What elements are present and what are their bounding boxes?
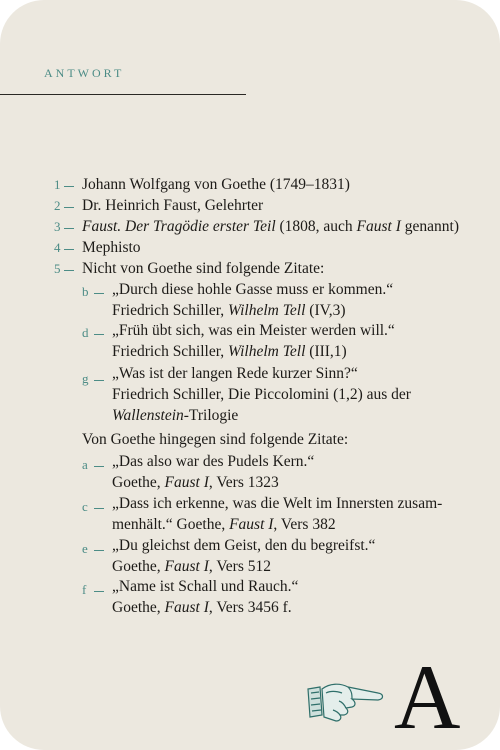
quote-source: Goethe, Faust I, Vers 1323 xyxy=(112,474,279,491)
quote-source: Friedrich Schiller, Wilhelm Tell (III,1) xyxy=(112,343,347,360)
quote-dash xyxy=(94,293,104,294)
quote-letter: g xyxy=(82,371,89,386)
answer-number: 4 xyxy=(54,240,61,255)
answer-number: 1 xyxy=(54,177,61,192)
answer-dash xyxy=(64,270,74,271)
quote-letter: a xyxy=(82,457,88,472)
quote-text: „Name ist Schall und Rauch.“ xyxy=(112,578,299,595)
quote-letter: f xyxy=(82,582,87,597)
answer-2-text: Dr. Heinrich Faust, Gelehrter xyxy=(82,197,264,214)
quote-dash xyxy=(94,550,104,551)
answer-dash xyxy=(64,186,74,187)
quote-dash xyxy=(94,466,104,467)
card-heading: ANTWORT xyxy=(44,66,125,80)
quote-source: menhält.“ Goethe, Faust I, Vers 382 xyxy=(112,516,336,533)
answer-dash xyxy=(64,228,74,229)
corner-letter: A xyxy=(394,646,461,748)
quote-text: „Das also war des Pudels Kern.“ xyxy=(112,453,315,470)
quote-source: Goethe, Faust I, Vers 512 xyxy=(112,558,272,575)
quote-letter: c xyxy=(82,499,88,514)
work-title: Faust I xyxy=(356,218,401,235)
quote-letter: d xyxy=(82,325,89,340)
quote-text: „Früh übt sich, was ein Meister werden will.“ xyxy=(112,322,395,339)
quote-text: „Du gleichst dem Geist, den du begreifst.“ xyxy=(112,537,376,554)
answer-number: 5 xyxy=(54,261,61,276)
heading-rule xyxy=(0,94,246,95)
answer-dash xyxy=(64,249,74,250)
quote-source: Goethe, Faust I, Vers 3456 f. xyxy=(112,599,292,616)
answer-number: 3 xyxy=(54,219,61,234)
quote-text: „Dass ich erkenne, was die Welt im Innersten zusam- xyxy=(112,495,443,512)
quote-dash xyxy=(94,334,104,335)
quote-letter: e xyxy=(82,541,88,556)
answer-number: 2 xyxy=(54,198,61,213)
quote-dash xyxy=(94,591,104,592)
quote-dash xyxy=(94,508,104,509)
quote-letter: b xyxy=(82,284,89,299)
quote-text: „Durch diese hohle Gasse muss er kommen.“ xyxy=(112,281,394,298)
quote-dash xyxy=(94,380,104,381)
work-title: Faust. Der Tragödie erster Teil xyxy=(82,218,276,235)
answer-4-text: Mephisto xyxy=(82,239,141,256)
goethe-intro: Von Goethe hingegen sind folgende Zitate: xyxy=(82,431,349,448)
quote-source: Wallenstein-Trilogie xyxy=(112,407,239,424)
pointing-hand-icon xyxy=(306,671,388,727)
answer-1-text: Johann Wolfgang von Goethe (1749–1831) xyxy=(82,176,350,193)
quote-text: „Was ist der langen Rede kurzer Sinn?“ xyxy=(112,365,358,382)
answer-5-text: Nicht von Goethe sind folgende Zitate: xyxy=(82,260,325,277)
quote-source: Friedrich Schiller, Die Piccolomini (1,2) aus der xyxy=(112,386,411,403)
quote-source: Friedrich Schiller, Wilhelm Tell (IV,3) xyxy=(112,302,346,319)
answer-dash xyxy=(64,207,74,208)
answer-3-text: Faust. Der Tragödie erster Teil (1808, auch Faust I genannt) xyxy=(82,218,459,235)
